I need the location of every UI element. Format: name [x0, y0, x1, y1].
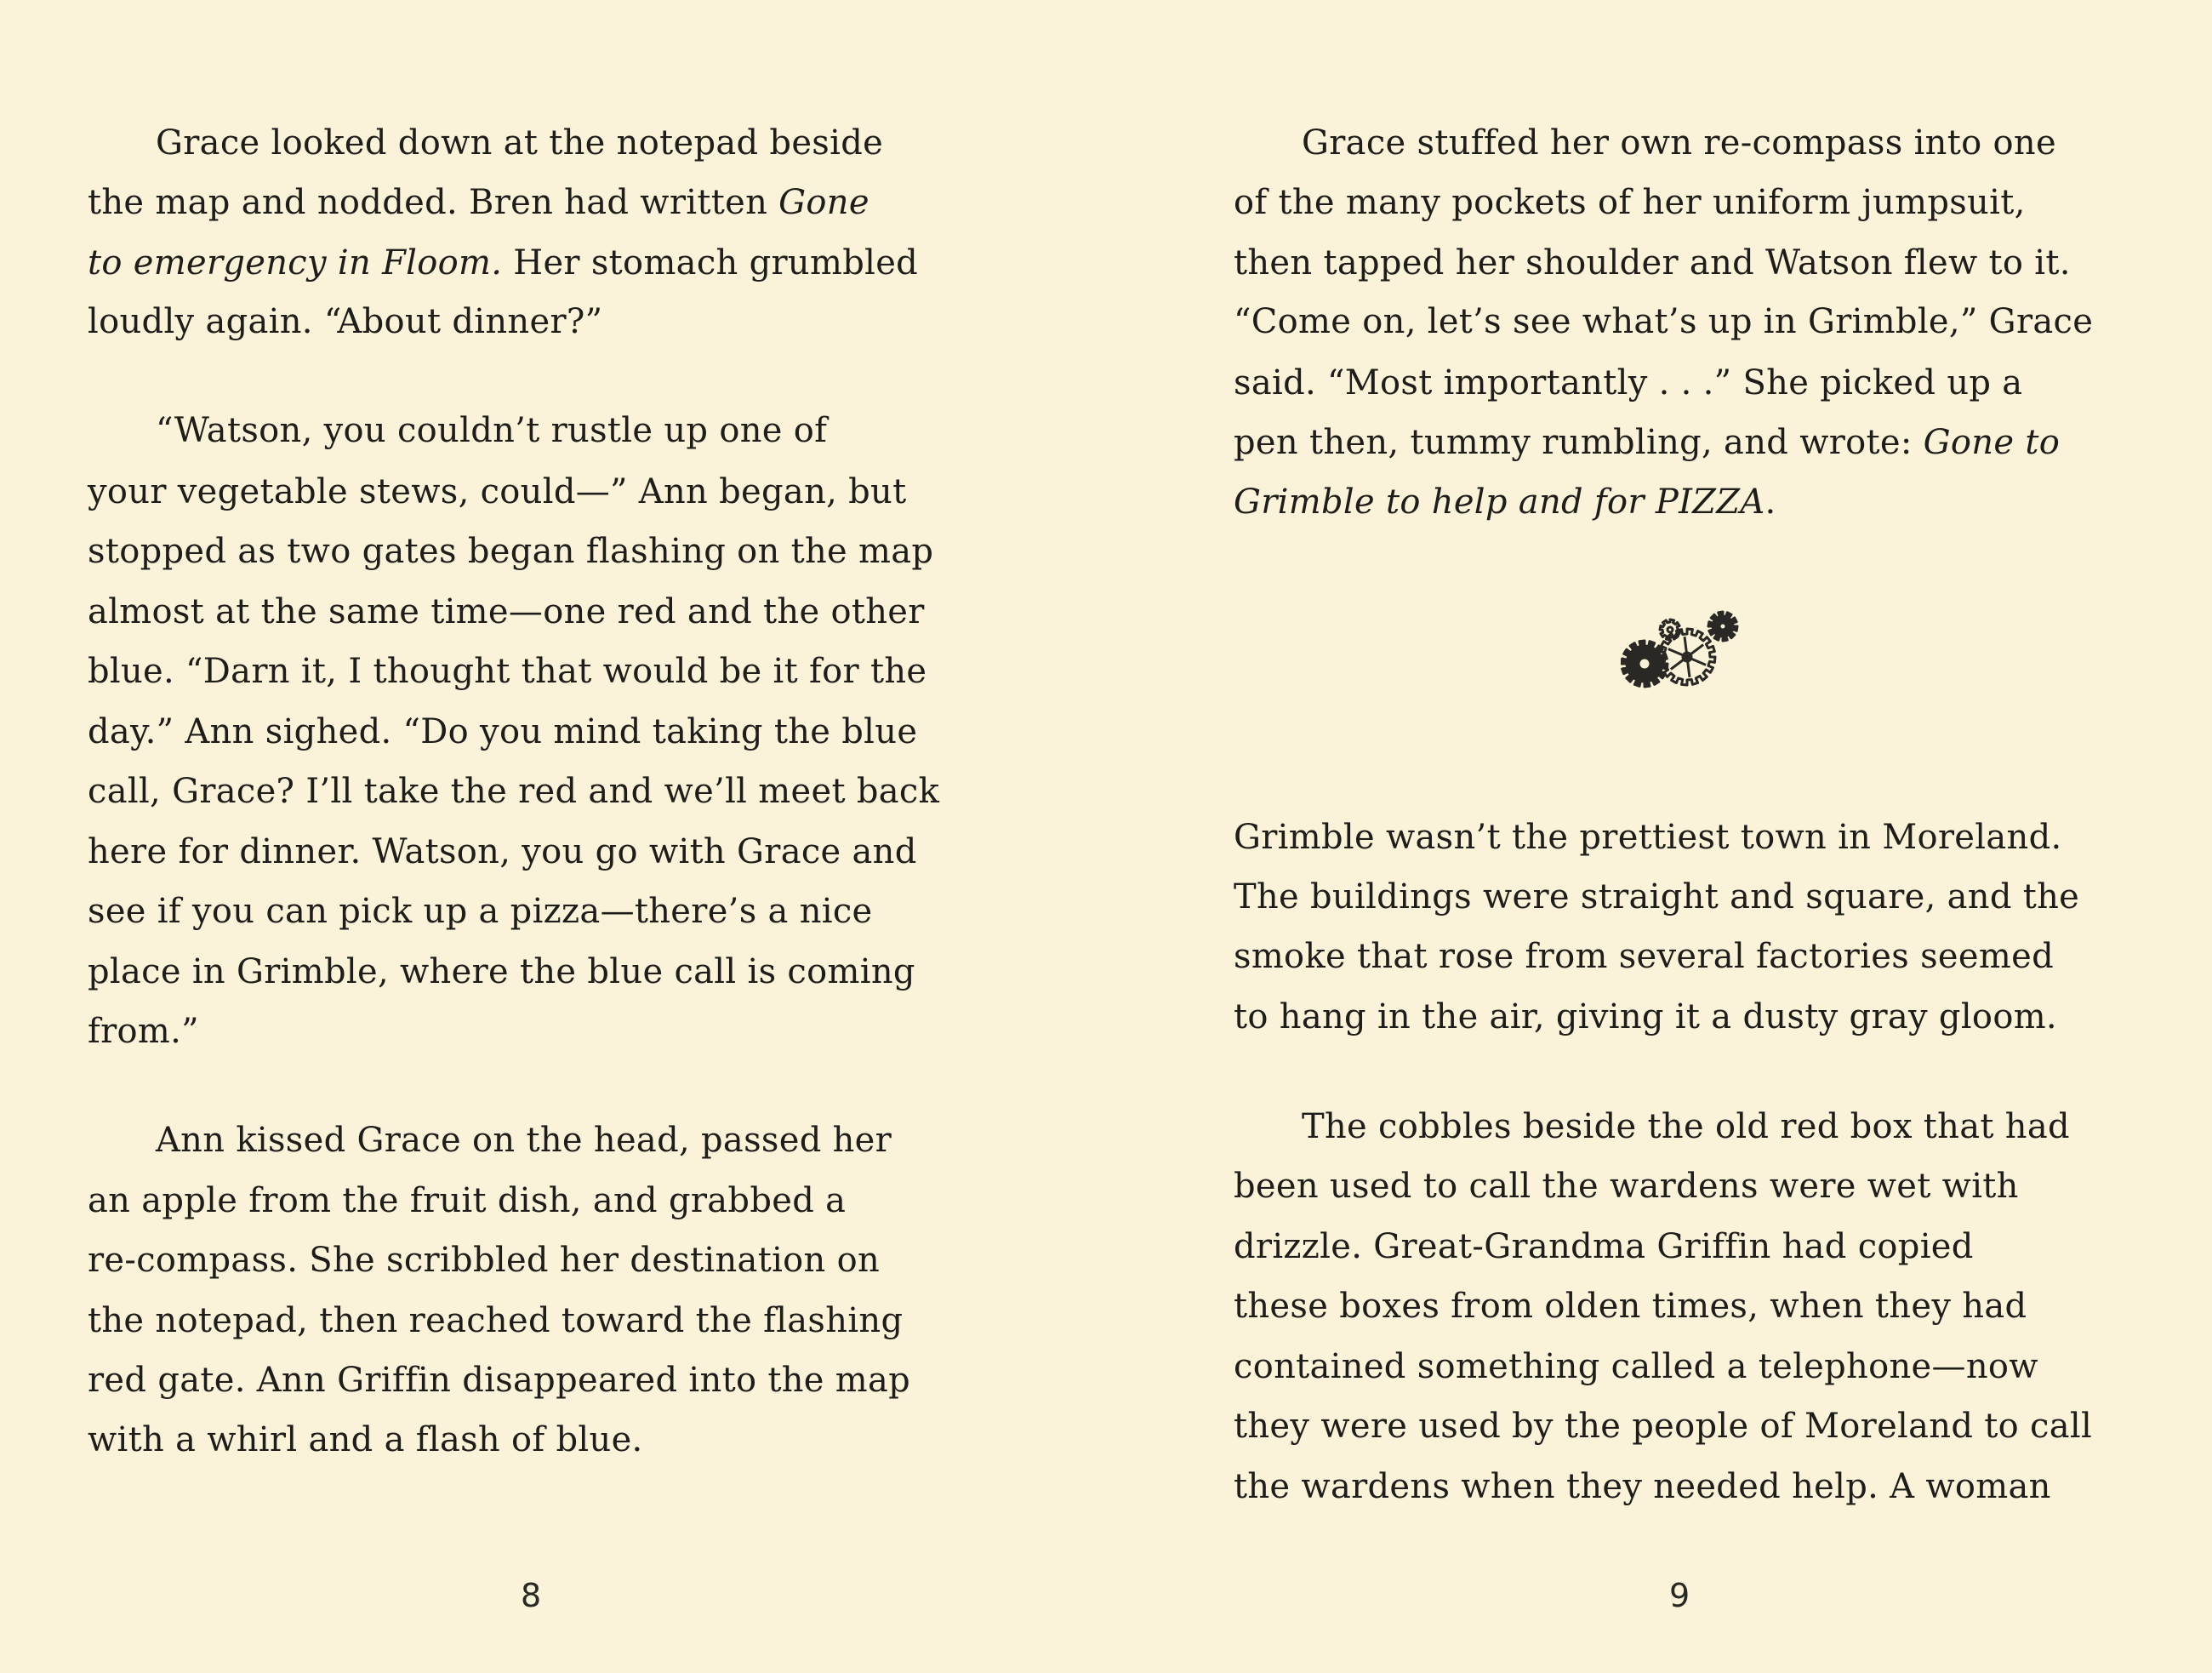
right-page: [1106, 0, 2212, 1673]
page-number-left: 8: [521, 1577, 542, 1614]
line-text: The buildings were straight and square, and the: [1234, 877, 2080, 916]
line-text: been used to call the wardens were wet with: [1234, 1167, 2019, 1206]
line-text: drizzle. Great-Grandma Griffin had copied: [1234, 1227, 1974, 1266]
italic-text: Gone: [778, 183, 869, 222]
text-line: [88, 830, 917, 874]
text-line: [156, 408, 827, 453]
line-text: Grace stuffed her own re-compass into one: [1302, 123, 2056, 163]
line-text: then tapped her shoulder and Watson flew to it.: [1234, 243, 2071, 283]
text-line: [1302, 1105, 2070, 1149]
text-line: [88, 950, 915, 994]
text-line: [1234, 1225, 1974, 1269]
line-text: Ann kissed Grace on the head, passed her: [156, 1121, 892, 1160]
text-line: [1234, 1345, 2038, 1389]
line-text: day.” Ann sighed. “Do you mind taking the blue: [88, 712, 918, 751]
text-line: [88, 1418, 643, 1462]
text-line: [1234, 361, 2022, 405]
text-line: [88, 590, 925, 634]
text-line: [88, 649, 926, 694]
text-line: [1234, 241, 2071, 285]
line-text: Her stomach grumbled: [502, 243, 919, 283]
text-line: [88, 529, 933, 574]
text-line: [88, 300, 602, 344]
line-text: “Come on, let’s see what’s up in Grimble,” Grace: [1234, 302, 2094, 341]
line-text: smoke that rose from several factories seemed: [1234, 937, 2054, 976]
line-text: they were used by the people of Moreland to call: [1234, 1407, 2093, 1446]
line-text: place in Grimble, where the blue call is coming: [88, 952, 915, 991]
line-text: these boxes from olden times, when they had: [1234, 1287, 2027, 1326]
line-text: .: [1764, 482, 1776, 522]
text-line: [1234, 875, 2079, 919]
text-line: [1234, 1284, 2027, 1328]
line-text: here for dinner. Watson, you go with Grace and: [88, 832, 917, 871]
text-line: [88, 710, 917, 754]
line-text: said. “Most importantly . . .” She picked up a: [1234, 363, 2023, 403]
line-text: Grace looked down at the notepad beside: [156, 123, 884, 163]
line-text: contained something called a telephone—now: [1234, 1347, 2038, 1386]
text-line: [1234, 480, 1776, 524]
text-line: [88, 1009, 199, 1053]
line-text: loudly again. “About dinner?”: [88, 302, 603, 341]
page-number-right: 9: [1669, 1577, 1690, 1614]
line-text: see if you can pick up a pizza—there’s a nice: [88, 892, 873, 931]
line-text: from.”: [88, 1012, 199, 1051]
text-line: [88, 470, 907, 514]
italic-text: Gone to: [1923, 423, 2061, 462]
line-text: “Watson, you couldn’t rustle up one of: [156, 411, 828, 450]
line-text: stopped as two gates began flashing on the map: [88, 532, 934, 571]
line-text: to hang in the air, giving it a dusty gray gloom.: [1234, 997, 2057, 1036]
text-line: [88, 769, 939, 814]
line-text: with a whirl and a flash of blue.: [88, 1420, 643, 1459]
line-text: pen then, tummy rumbling, and wrote:: [1234, 423, 1924, 462]
line-text: the wardens when they needed help. A woman: [1234, 1467, 2051, 1506]
italic-text: Grimble to help and for PIZZA: [1234, 482, 1765, 522]
line-text: call, Grace? I’ll take the red and we’ll meet back: [88, 772, 940, 811]
text-line: [88, 1238, 880, 1282]
text-line: [156, 121, 883, 165]
text-line: [1302, 121, 2056, 165]
text-line: [88, 241, 918, 285]
line-text: blue. “Darn it, I thought that would be it for the: [88, 652, 927, 691]
gears-icon: [1621, 606, 1744, 691]
text-line: [88, 180, 869, 225]
text-line: [1234, 420, 2060, 465]
line-text: re-compass. She scribbled her destination on: [88, 1241, 881, 1280]
line-text: The cobbles beside the old red box that had: [1302, 1107, 2070, 1146]
text-line: [1234, 180, 2026, 225]
text-line: [1234, 1164, 2019, 1208]
text-line: [1234, 815, 2062, 859]
line-text: an apple from the fruit dish, and grabbed a: [88, 1181, 847, 1220]
line-text: your vegetable stews, could—” Ann began, but: [88, 472, 907, 511]
text-line: [88, 1299, 903, 1343]
line-text: almost at the same time—one red and the other: [88, 592, 925, 631]
line-text: the notepad, then reached toward the flashing: [88, 1301, 904, 1340]
text-line: [88, 889, 873, 934]
line-text: Grimble wasn’t the prettiest town in Moreland.: [1234, 818, 2062, 857]
text-line: [156, 1118, 892, 1162]
text-line: [88, 1179, 846, 1223]
text-line: [1234, 995, 2057, 1039]
text-line: [1234, 1465, 2051, 1509]
text-line: [1234, 300, 2093, 344]
line-text: red gate. Ann Griffin disappeared into the map: [88, 1361, 911, 1400]
line-text: of the many pockets of her uniform jumpsuit,: [1234, 183, 2026, 222]
text-line: [88, 1358, 910, 1402]
italic-text: to emergency in Floom.: [88, 243, 503, 283]
text-line: [1234, 934, 2054, 979]
line-text: the map and nodded. Bren had written: [88, 183, 779, 222]
text-line: [1234, 1404, 2092, 1448]
